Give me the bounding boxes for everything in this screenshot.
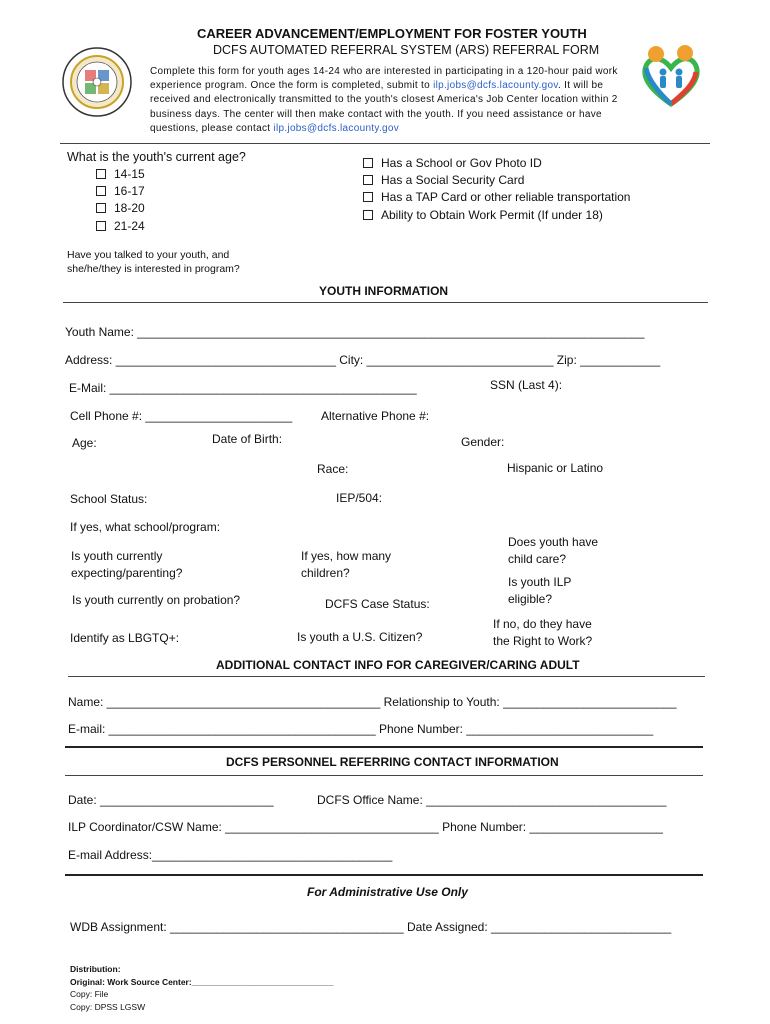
distribution-copy-dpss: Copy: DPSS LGSW xyxy=(70,1001,146,1012)
expecting-parenting-field[interactable]: Is youth currently expecting/parenting? xyxy=(71,549,183,580)
distribution-copy-file: Copy: File xyxy=(70,989,109,999)
school-status-field[interactable]: School Status: xyxy=(70,492,148,506)
caregiver-divider xyxy=(68,676,705,677)
intro-line-4: business days. The center will then make contact with the youth. If you need assistance or have xyxy=(150,108,602,120)
intro-line-2: experience program. Once the form is completed, submit to ilp.jobs@dcfs.lacounty.gov. It will be xyxy=(150,80,604,92)
doc-checkbox[interactable] xyxy=(363,192,373,202)
admin-divider xyxy=(65,874,703,876)
age-option-18-20[interactable]: 18-20 xyxy=(96,201,145,215)
child-care-field[interactable]: Does youth have child care? xyxy=(508,535,599,566)
youth-name-field[interactable]: Youth Name: ____________________________________________________________________________ xyxy=(65,325,645,339)
personnel-email-field[interactable]: E-mail Address:____________________________________ xyxy=(68,848,393,862)
personnel-office-field[interactable]: DCFS Office Name: ____________________________________ xyxy=(317,793,667,807)
form-title: CAREER ADVANCEMENT/EMPLOYMENT FOR FOSTER YOUTH xyxy=(197,26,587,41)
age-option-16-17[interactable]: 16-17 xyxy=(96,184,145,198)
caregiver-name-field[interactable]: Name: _________________________________________ Relationship to Youth: __________________________ xyxy=(68,695,677,709)
age-checkbox[interactable] xyxy=(96,169,106,179)
lgbtq-field[interactable]: Identify as LBGTQ+: xyxy=(70,631,180,645)
race-field[interactable]: Race: xyxy=(317,462,349,476)
county-seal xyxy=(61,46,133,118)
doc-tap-card[interactable]: Has a TAP Card or other reliable transportation xyxy=(363,190,630,204)
talked-question: Have you talked to your youth, and she/he/they is interested in program? xyxy=(67,249,240,275)
doc-social-security[interactable]: Has a Social Security Card xyxy=(363,173,524,187)
personnel-heading: DCFS PERSONNEL REFERRING CONTACT INFORMATION xyxy=(226,755,559,769)
distribution-title: Distribution: xyxy=(70,964,121,974)
age-option-21-24[interactable]: 21-24 xyxy=(96,219,145,233)
distribution-block xyxy=(70,963,334,1013)
age-checkbox[interactable] xyxy=(96,221,106,231)
address-field[interactable]: Address: _________________________________ City: ____________________________ Zip: ____________ xyxy=(65,353,661,367)
form-subtitle: DCFS AUTOMATED REFERRAL SYSTEM (ARS) REFERRAL FORM xyxy=(213,43,600,57)
personnel-divider-top xyxy=(65,746,703,748)
coordinator-name-field[interactable]: ILP Coordinator/CSW Name: ________________________________ Phone Number: ____________________ xyxy=(68,820,663,834)
intro-email-link[interactable]: ilp.jobs@dcfs.lacounty.gov xyxy=(433,80,558,92)
doc-work-permit[interactable]: Ability to Obtain Work Permit (If under 18) xyxy=(363,208,603,222)
age-checkbox[interactable] xyxy=(96,203,106,213)
school-program-field[interactable]: If yes, what school/program: xyxy=(70,520,221,534)
intro-line-5: questions, please contact ilp.jobs@dcfs.lacounty.gov xyxy=(150,122,400,134)
contact-email-link[interactable]: ilp.jobs@dcfs.lacounty.gov xyxy=(273,122,400,134)
how-many-children-field[interactable]: If yes, how many children? xyxy=(301,549,392,580)
iep-field[interactable]: IEP/504: xyxy=(336,491,383,505)
cell-phone-field[interactable]: Cell Phone #: ______________________ xyxy=(70,409,293,423)
doc-checkbox[interactable] xyxy=(363,175,373,185)
probation-field[interactable]: Is youth currently on probation? xyxy=(72,593,241,607)
doc-checkbox[interactable] xyxy=(363,158,373,168)
ilp-eligible-field[interactable]: Is youth ILP eligible? xyxy=(508,575,572,606)
distribution-original: Original: Work Source Center:______________________________ xyxy=(70,976,334,987)
ssn-field[interactable]: SSN (Last 4): xyxy=(490,378,563,392)
age-checkbox[interactable] xyxy=(96,186,106,196)
personnel-divider xyxy=(65,775,703,776)
wdb-assignment-field[interactable]: WDB Assignment: ___________________________________ Date Assigned: ___________________________ xyxy=(70,920,672,934)
email-field[interactable]: E-Mail: ______________________________________________ xyxy=(69,381,417,395)
intro-line-1: Complete this form for youth ages 14-24 who are interested in participating in a 120-hour paid work xyxy=(150,66,618,77)
header-divider xyxy=(60,143,710,144)
youth-info-heading: YOUTH INFORMATION xyxy=(319,284,449,298)
citizen-field[interactable]: Is youth a U.S. Citizen? xyxy=(297,630,423,644)
youth-info-divider xyxy=(63,302,708,303)
personnel-date-field[interactable]: Date: __________________________ xyxy=(68,793,274,807)
caregiver-email-field[interactable]: E-mail: ________________________________________ Phone Number: ____________________________ xyxy=(68,722,654,736)
hispanic-field[interactable]: Hispanic or Latino xyxy=(507,461,604,475)
intro-paragraph xyxy=(150,65,618,136)
age-option-14-15[interactable]: 14-15 xyxy=(96,167,145,181)
caregiver-heading: ADDITIONAL CONTACT INFO FOR CAREGIVER/CARING ADULT xyxy=(216,658,580,672)
foster-family-logo xyxy=(640,42,702,108)
doc-photo-id[interactable]: Has a School or Gov Photo ID xyxy=(363,156,542,170)
dob-field[interactable]: Date of Birth: xyxy=(212,432,283,446)
age-question: What is the youth's current age? xyxy=(67,150,246,164)
alt-phone-field[interactable]: Alternative Phone #: xyxy=(321,409,430,423)
right-to-work-field[interactable]: If no, do they have the Right to Work? xyxy=(493,617,593,648)
doc-checkbox[interactable] xyxy=(363,210,373,220)
age-field[interactable]: Age: xyxy=(72,436,97,450)
admin-heading: For Administrative Use Only xyxy=(307,885,468,899)
gender-field[interactable]: Gender: xyxy=(461,435,505,449)
case-status-field[interactable]: DCFS Case Status: xyxy=(325,597,430,611)
intro-line-3: received and electronically transmitted to the youth's closest America's Job Center location within 2 xyxy=(150,94,618,106)
